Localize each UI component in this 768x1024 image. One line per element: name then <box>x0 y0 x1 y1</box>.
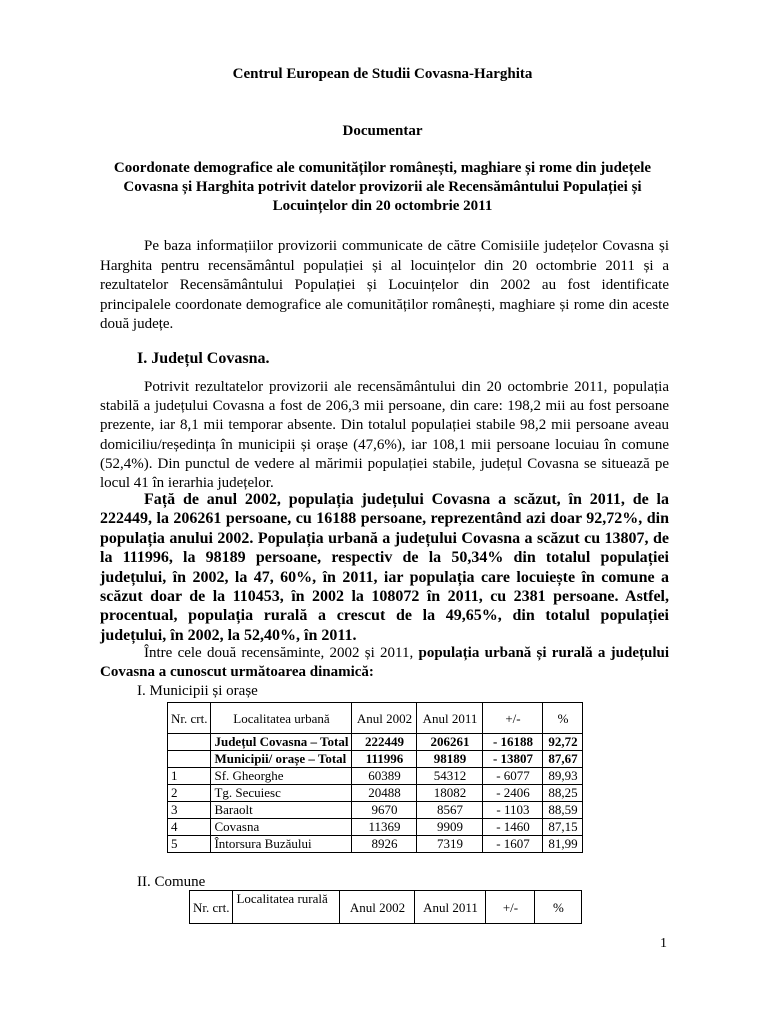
table-cell: 60389 <box>352 768 417 785</box>
table-cell <box>168 751 211 768</box>
organization-heading: Centrul European de Studii Covasna-Harghita <box>232 66 533 82</box>
rural-population-table <box>189 890 582 924</box>
table-cell: - 1460 <box>483 819 543 836</box>
covasna-paragraph-2 <box>100 490 669 645</box>
table-cell: - 2406 <box>483 785 543 802</box>
covasna-paragraph-3 <box>100 644 669 682</box>
header-anul-2002: Anul 2002 <box>340 891 415 924</box>
table-cell: 8567 <box>417 802 483 819</box>
table-cell: 87,67 <box>543 751 583 768</box>
table-cell: 5 <box>168 836 211 853</box>
table-cell: 1 <box>168 768 211 785</box>
table-cell: 222449 <box>352 734 417 751</box>
page-number: 1 <box>660 936 667 951</box>
table-header-row <box>168 703 583 734</box>
paragraph-3-bold-text: populația urbană și rurală a județului Covasna a cunoscut următoarea dinamică: <box>100 645 669 680</box>
table-cell: 4 <box>168 819 211 836</box>
table-cell <box>168 734 211 751</box>
subheading-rural: II. Comune <box>137 874 206 890</box>
table-cell: 88,25 <box>543 785 583 802</box>
subheading-urban: I. Municipii și orașe <box>137 683 258 699</box>
table-cell: 11369 <box>352 819 417 836</box>
table-cell: 9670 <box>352 802 417 819</box>
table-cell: 92,72 <box>543 734 583 751</box>
header-anul-2002: Anul 2002 <box>352 703 417 734</box>
table-header-row <box>190 891 582 924</box>
table-cell: 98189 <box>417 751 483 768</box>
table-cell: Municipii/ orașe – Total <box>211 751 352 768</box>
document-type-heading: Documentar <box>342 123 423 139</box>
intro-text: Pe baza informațiilor provizorii communicate de către Comisiile județelor Covasna și Harghita pentru recensământul populației și al locuințelor din 20 octombrie 2011 și a rezultatelor Recensământului Populației și Locuințelor din 2002 au fost identificate principalele coordonate demografice ale comunităților românești, maghiare și rome din aceste două județe. <box>100 238 669 332</box>
header-percent: % <box>535 891 582 924</box>
table-cell: 111996 <box>352 751 417 768</box>
table-cell: - 1607 <box>483 836 543 853</box>
table-cell: - 6077 <box>483 768 543 785</box>
table-cell: 89,93 <box>543 768 583 785</box>
table-cell: - 1103 <box>483 802 543 819</box>
urban-population-table <box>167 702 583 853</box>
table-row <box>168 819 583 836</box>
table-cell: Județul Covasna – Total <box>211 734 352 751</box>
table-cell: Sf. Gheorghe <box>211 768 352 785</box>
document-title: Coordonate demografice ale comunităților românești, maghiare și rome din județele Covasna și Harghita potrivit datelor provizorii ale Recensământului Populației și Locuințelor din 20 octombrie 2011 <box>113 160 652 214</box>
table-cell: Covasna <box>211 819 352 836</box>
table-cell: 7319 <box>417 836 483 853</box>
table-cell: - 13807 <box>483 751 543 768</box>
header-diff: +/- <box>486 891 535 924</box>
section-heading-covasna: I. Județul Covasna. <box>137 350 270 367</box>
table-row-total-urban <box>168 751 583 768</box>
table-row-total-judet <box>168 734 583 751</box>
table-cell: 2 <box>168 785 211 802</box>
covasna-paragraph-1 <box>100 378 669 493</box>
table-cell: 54312 <box>417 768 483 785</box>
table-row <box>168 836 583 853</box>
table-cell: 87,15 <box>543 819 583 836</box>
table-cell: 9909 <box>417 819 483 836</box>
header-nr-crt: Nr. crt. <box>190 891 233 924</box>
header-anul-2011: Anul 2011 <box>415 891 486 924</box>
table-cell: Baraolt <box>211 802 352 819</box>
intro-paragraph <box>100 237 669 335</box>
table-cell: 88,59 <box>543 802 583 819</box>
header-anul-2011: Anul 2011 <box>417 703 483 734</box>
table-row <box>168 802 583 819</box>
table-cell: 206261 <box>417 734 483 751</box>
header-localitate: Localitatea rurală <box>233 891 340 924</box>
table-cell: - 16188 <box>483 734 543 751</box>
paragraph-3-normal-text: Între cele două recensăminte, 2002 și 2011, <box>144 645 419 661</box>
header-nr-crt: Nr. crt. <box>168 703 211 734</box>
table-cell: 81,99 <box>543 836 583 853</box>
covasna-paragraph-1-text: Potrivit rezultatelor provizorii ale recensământului din 20 octombrie 2011, populația stabilă a județului Covasna a fost de 206,3 mii persoane, din care: 198,2 mii au fost persoane prezente, iar 8,1 mii temporar absente. Din totalul populației stabile 98,2 mii persoane aveau domiciliu/reședința în municipii și orașe (47,6%), iar 108,1 mii persoane locuiau în comune (52,4%). Din punctul de vedere al mărimii populației stabile, județul Covasna se situează pe locul 41 în ierarhia județelor. <box>100 379 669 492</box>
table-row <box>168 768 583 785</box>
table-cell: 8926 <box>352 836 417 853</box>
header-percent: % <box>543 703 583 734</box>
covasna-paragraph-2-text: Față de anul 2002, populația județului Covasna a scăzut, în 2011, de la 222449, la 206261 persoane, cu 16188 persoane, reprezentând azi doar 92,72%, din populația anului 2002. Populația urbană a județului Covasna a scăzut cu 13807, de la 111996, la 98189 persoane, respectiv de la 50,34% din totalul populației județului, în 2002, la 47, 60%, în 2011, iar populația care locuiește în comune a scăzut doar de la 110453, în 2002 la 108072 în 2011, cu 2381 persoane. Astfel, procentual, populația rurală a crescut de la 49,65%, din totalul populației județului, în 2002, la 52,40%, în 2011. <box>100 491 669 644</box>
header-diff: +/- <box>483 703 543 734</box>
header-localitate: Localitatea urbană <box>211 703 352 734</box>
table-cell: 18082 <box>417 785 483 802</box>
table-cell: 20488 <box>352 785 417 802</box>
table-cell: Întorsura Buzăului <box>211 836 352 853</box>
table-cell: Tg. Secuiesc <box>211 785 352 802</box>
table-row <box>168 785 583 802</box>
table-cell: 3 <box>168 802 211 819</box>
